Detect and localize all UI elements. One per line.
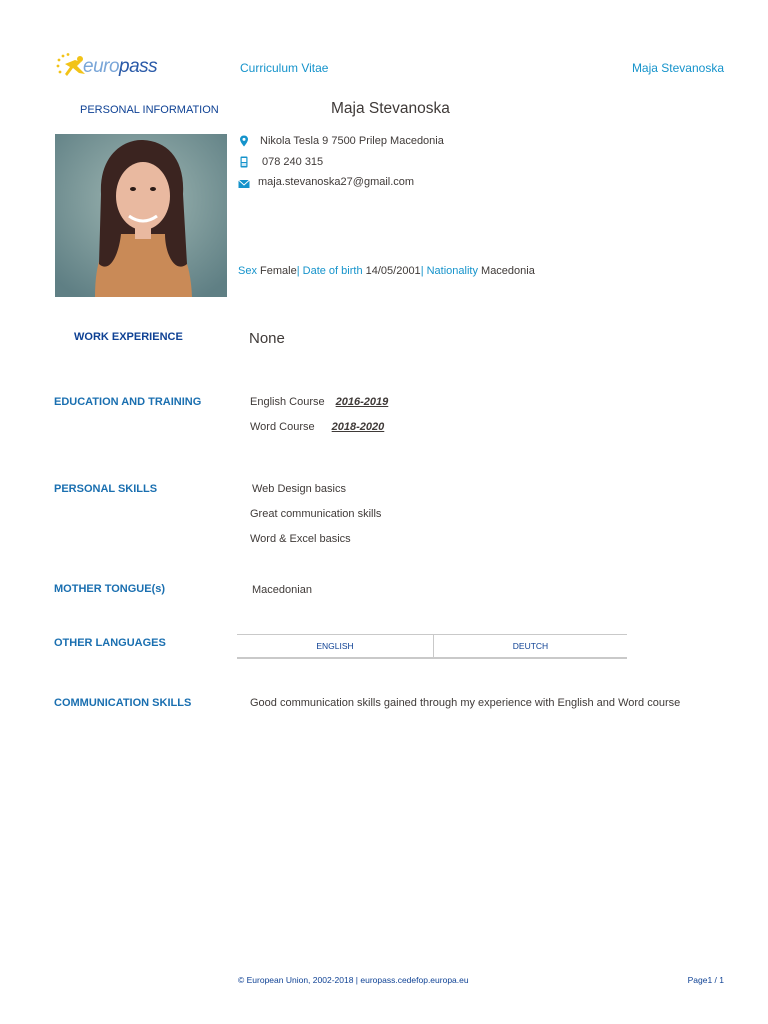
- phone-number: 078 240 315: [262, 156, 324, 168]
- sex-label: Sex: [238, 265, 257, 277]
- personal-details-line: Sex Female| Date of birth 14/05/2001| Nationality Macedonia: [238, 265, 535, 277]
- education-course-years: 2018-2020: [331, 421, 385, 433]
- languages-table: [237, 634, 627, 659]
- work-experience-label: WORK EXPERIENCE: [74, 331, 183, 343]
- candidate-name: Maja Stevanoska: [331, 100, 450, 117]
- communication-skills-label: COMMUNICATION SKILLS: [54, 697, 192, 709]
- sex-value: Female: [260, 265, 297, 277]
- personal-skills-label: PERSONAL SKILLS: [54, 483, 158, 495]
- skill-item: Word & Excel basics: [250, 533, 351, 545]
- nationality-value: Macedonia: [481, 265, 535, 277]
- logo-text-pass: pass: [119, 56, 158, 77]
- communication-skills-value: Good communication skills gained through my experience with English and Word course: [250, 697, 681, 709]
- education-course-name: Word Course: [250, 421, 315, 433]
- email-envelope-icon: [238, 178, 250, 190]
- location-pin-icon: [238, 135, 250, 147]
- skill-item: Web Design basics: [252, 483, 346, 495]
- mobile-phone-icon: [238, 156, 250, 168]
- footer-page-number: Page1 / 1: [687, 975, 724, 985]
- email-address: maja.stevanoska27@gmail.com: [258, 176, 415, 188]
- mother-tongue-value: Macedonian: [252, 584, 312, 596]
- address-text: Nikola Tesla 9 7500 Prilep Macedonia: [260, 135, 444, 147]
- language-column-header: DEUTCH: [512, 641, 549, 651]
- education-course-name: English Course: [250, 396, 325, 408]
- other-languages-label: OTHER LANGUAGES: [54, 637, 166, 649]
- nationality-label: Nationality: [426, 265, 478, 277]
- dob-label: Date of birth: [302, 265, 363, 277]
- education-item: [250, 421, 384, 433]
- work-experience-value: None: [249, 330, 285, 347]
- education-course-years: 2016-2019: [335, 396, 389, 408]
- skill-item: Great communication skills: [250, 508, 382, 520]
- education-item: [250, 396, 388, 408]
- profile-photo: [55, 134, 227, 297]
- header-name: Maja Stevanoska: [631, 61, 724, 75]
- language-column-header: ENGLISH: [237, 635, 434, 657]
- footer-copyright: © European Union, 2002-2018 | europass.cedefop.europa.eu: [238, 975, 469, 985]
- dob-value: 14/05/2001: [365, 265, 421, 277]
- europass-logo: [55, 52, 165, 84]
- mother-tongue-label: MOTHER TONGUE(s): [54, 583, 166, 595]
- education-label: EDUCATION AND TRAINING: [54, 396, 202, 408]
- personal-information-label: PERSONAL INFORMATION: [80, 104, 219, 116]
- document-title: Curriculum Vitae: [240, 61, 329, 75]
- logo-text-euro: euro: [83, 56, 120, 77]
